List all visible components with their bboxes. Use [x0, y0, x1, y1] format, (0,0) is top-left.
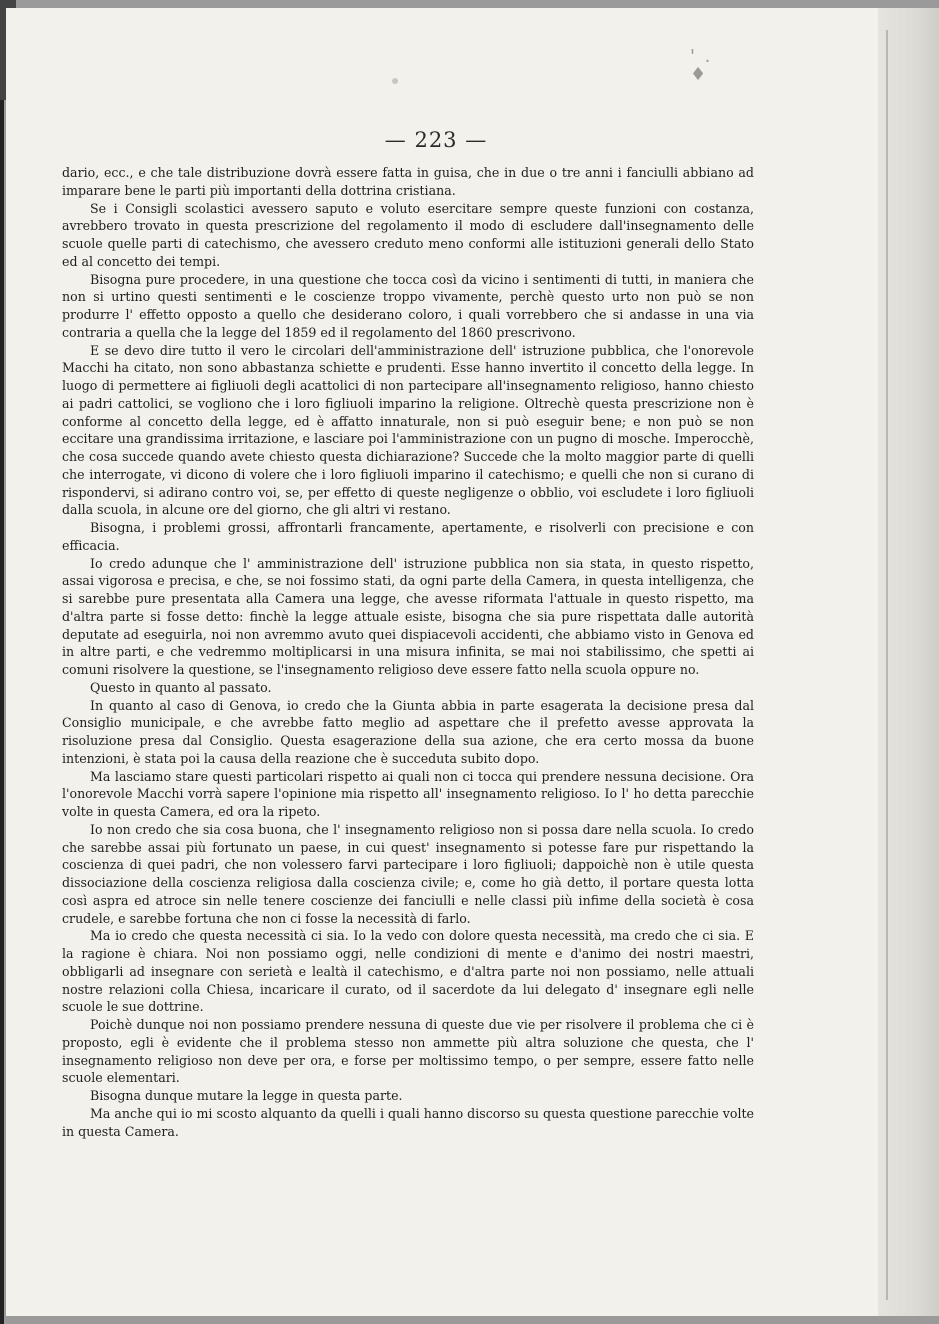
paragraph: Bisogna dunque mutare la legge in questa parte. — [90, 1088, 403, 1103]
scan-border — [0, 0, 4, 1324]
paragraph: Io non credo che sia cosa buona, che l' insegnamento religioso non si possa dare nella scuola. Io credo che sarebbe assai più fortunato un paese, in cui quest' insegnamento si potesse fare pur rispettando la coscienza di quei padri, che non volessero farvi partecipare i loro figliuoli; dappoichè non è utile questa dissociazione della coscienza religiosa dalla coscienza civile; e, come ho già detto, il portare questa lotta così aspra ed atroce sin nelle tenere coscienze dei fanciulli e nelle classi più infime della società è cosa crudele, e sarebbe fortuna che non ci fosse la necessità di farlo. — [62, 821, 754, 926]
paragraph: Questo in quanto al passato. — [90, 679, 272, 695]
paragraph: Se i Consigli scolastici avessero saputo e voluto esercitare sempre queste funzioni con costanza, avrebbero trovato in questa prescrizione del regolamento il modo di escludere dall'insegnamento delle scuole quelle parti di catechismo, che avessero creduto meno conformi alle istituzioni generali dello Stato ed al concetto dei tempi. — [62, 200, 754, 269]
page-number: — 223 — — [384, 128, 488, 152]
ink-smudge — [392, 78, 398, 84]
paragraph: Bisogna, i problemi grossi, affrontarli francamente, apertamente, e risolverli con precisione e con efficacia. — [62, 520, 754, 553]
scan-smudge: ' . ♦ — [690, 46, 713, 85]
paragraph: Ma lasciamo stare questi particolari rispetto ai quali non ci tocca qui prendere nessuna decisione. Ora l'onorevole Macchi vorrà sapere l'opinione mia rispetto all' insegnamento religioso. Io l' ho detta parecchie volte in questa Camera, ed ora la ripeto. — [62, 768, 754, 819]
paragraph: dario, ecc., e che tale distribuzione dovrà essere fatta in guisa, che in due o tre anni i fanciulli abbiano ad imparare bene le parti più importanti della dottrina cristiana. — [62, 165, 754, 198]
paragraph: E se devo dire tutto il vero le circolari dell'amministrazione dell' istruzione pubblica, che l'onorevole Macchi ha citato, non sono abbastanza schiette e prudenti. Esse hanno invertito il concetto della legge. In luogo di permettere ai figliuoli degli acattolici di non partecipare all'insegnamento religioso, hanno chiesto ai padri cattolici, se vogliono che i loro figliuoli imparino la religione. Oltrechè questa prescrizione non è conforme al concetto della legge, ed è affatto innaturale, non si può eseguir bene; e non può se non eccitare una grandissima irritazione, e lasciare poi l'amministrazione con un pugno di mosche. Imperocchè, che cosa succede quando avete chiesto questa dichiarazione? Succede che la molto maggior parte di quelli che interrogate, vi dicono di volere che i loro figliuoli imparino il catechismo; e quelli che non si curano di rispondervi, si adirano contro voi, se, per effetto di queste negligenze o obblio, voi escludete i loro figliuoli dalla scuola, in alcune ore del giorno, che gli altri vi restano. — [62, 342, 754, 518]
page-edge-line — [886, 30, 888, 1300]
paragraph: Poichè dunque noi non possiamo prendere nessuna di queste due vie per risolvere il problema che ci è proposto, egli è evidente che il problema stesso non ammette più altra soluzione che questa, che l' insegnamento religioso non deve per ora, e forse per moltissimo tempo, o per sempre, essere fatto nelle scuole elementari. — [62, 1017, 754, 1086]
page-text — [62, 164, 754, 1140]
paragraph: In quanto al caso di Genova, io credo che la Giunta abbia in parte esagerata la decisione presa dal Consiglio municipale, e che avrebbe fatto meglio ad aspettare che il prefetto avesse approvata la risoluzione presa dal Consiglio. Questa esagerazione della sua azione, che era certo mossa da buone intenzioni, è stata poi la causa della reazione che è succeduta subito dopo. — [62, 697, 754, 766]
paragraph: Io credo adunque che l' amministrazione dell' istruzione pubblica non sia stata, in questo rispetto, assai vigorosa e precisa, e che, se noi fossimo stati, da ogni parte della Camera, in questa intelligenza, che si sarebbe pure presentata alla Camera una legge, che avesse riformata l'attuale in questo rispetto, ma d'altra parte si fosse detto: finchè la legge attuale esiste, bisogna che sia pure rispettata dalle autorità deputate ad eseguirla, noi non avremmo avuto quei dispiacevoli accidenti, che abbiamo visto in Genova ed in altre parti, e che vedremmo moltiplicarsi in una misura infinita, se mai noi stabilissimo, che spetti ai comuni risolvere la questione, se l'insegnamento religioso deve essere fatto nella scuola oppure no. — [62, 555, 754, 677]
paragraph: Bisogna pure procedere, in una questione che tocca così da vicino i sentimenti di tutti, in maniera che non si urtino questi sentimenti e le coscienze troppo vivamente, perchè questo urto non può se non produrre l' effetto opposto a quello che desiderano coloro, i quali vorrebbero che si andasse in una via contraria a quella che la legge del 1859 ed il regolamento del 1860 prescrivono. — [62, 271, 754, 340]
paragraph: Ma io credo che questa necessità ci sia. Io la vedo con dolore questa necessità, ma credo che ci sia. E la ragione è chiara. Noi non possiamo oggi, nelle condizioni di mente e d'animo dei nostri maestri, obbligarli ad insegnare con serietà e lealtà il catechismo, e d'altra parte noi non possiamo, nelle attuali nostre relazioni colla Chiesa, incaricare il curato, od il sacerdote da lui delegato d' insegnare egli nelle scuole le sue dottrine. — [62, 928, 754, 1015]
book-page — [6, 8, 878, 1316]
paragraph: Ma anche qui io mi scosto alquanto da quelli i quali hanno discorso su questa questione parecchie volte in questa Camera. — [62, 1105, 754, 1139]
